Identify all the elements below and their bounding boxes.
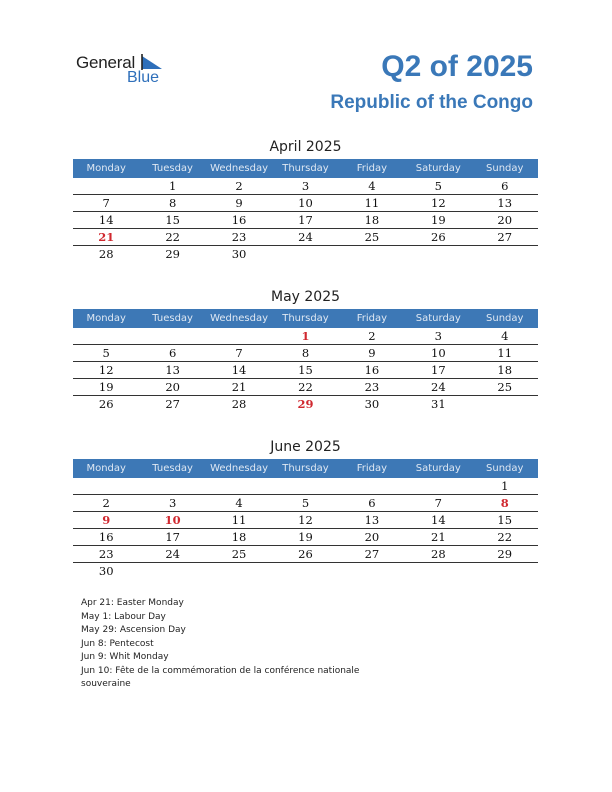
holiday-note: May 29: Ascension Day xyxy=(81,625,186,635)
empty-day-cell xyxy=(339,478,405,494)
holiday-note: Apr 21: Easter Monday xyxy=(81,598,184,608)
week-row xyxy=(73,178,538,195)
day-cell: 24 xyxy=(298,230,313,244)
week-row xyxy=(73,362,538,379)
weekday-header-row xyxy=(73,309,538,328)
holiday-day-cell: 9 xyxy=(102,513,111,527)
day-cell: 2 xyxy=(368,329,376,343)
day-cell: 28 xyxy=(231,397,247,411)
logo-blue-text: Blue xyxy=(127,69,160,86)
day-cell: 26 xyxy=(98,397,114,411)
day-cell: 29 xyxy=(165,247,180,261)
day-cell: 15 xyxy=(165,213,180,227)
month-title: April 2025 xyxy=(269,139,342,155)
holiday-day-cell: 1 xyxy=(301,329,310,343)
day-cell: 31 xyxy=(431,397,446,411)
month-title: June 2025 xyxy=(270,439,341,455)
holiday-day-cell: 10 xyxy=(164,513,181,527)
day-cell: 6 xyxy=(168,346,177,360)
day-cell: 6 xyxy=(501,179,509,193)
page-subtitle: Republic of the Congo xyxy=(330,92,533,113)
day-cell: 20 xyxy=(364,530,380,544)
weekday-label-wednesday: Wednesday xyxy=(210,313,268,324)
day-cell: 30 xyxy=(364,397,380,411)
holiday-note: Jun 10: Fête de la commémoration de la conférence nationale xyxy=(81,665,360,676)
holiday-day-cell: 21 xyxy=(98,230,115,244)
day-cell: 3 xyxy=(168,496,177,510)
empty-day-cell xyxy=(272,478,338,494)
day-cell: 13 xyxy=(165,363,180,377)
week-row xyxy=(73,379,538,396)
holiday-note: May 1: Labour Day xyxy=(81,611,166,622)
day-cell: 4 xyxy=(235,496,243,510)
day-cell: 1 xyxy=(501,479,509,493)
weekday-label-tuesday: Tuesday xyxy=(152,463,193,474)
empty-day-cell xyxy=(405,246,471,262)
weekday-label-wednesday: Wednesday xyxy=(210,463,268,474)
day-cell: 15 xyxy=(298,363,313,377)
day-cell: 26 xyxy=(431,230,446,244)
day-cell: 16 xyxy=(98,530,114,544)
day-cell: 1 xyxy=(168,179,177,193)
day-cell: 18 xyxy=(364,213,380,227)
empty-day-cell xyxy=(206,563,272,579)
day-cell: 20 xyxy=(165,380,180,394)
week-row xyxy=(73,345,538,362)
day-cell: 24 xyxy=(165,547,180,561)
weeks-grid xyxy=(73,328,538,412)
weekday-label-saturday: Saturday xyxy=(415,463,461,474)
day-cell: 17 xyxy=(298,213,313,227)
weekday-label-saturday: Saturday xyxy=(415,313,461,324)
day-cell: 12 xyxy=(298,513,313,527)
day-cell: 25 xyxy=(364,230,380,244)
day-cell: 4 xyxy=(368,179,376,193)
day-cell: 5 xyxy=(102,346,110,360)
day-cell: 27 xyxy=(364,547,380,561)
weekday-label-monday: Monday xyxy=(86,463,126,474)
day-cell: 3 xyxy=(434,329,442,343)
holiday-note: souveraine xyxy=(81,679,131,689)
weekday-label-friday: Friday xyxy=(356,163,388,174)
logo-general-text: General xyxy=(76,53,136,72)
empty-day-cell xyxy=(472,246,538,262)
week-row xyxy=(73,195,538,212)
weekday-label-monday: Monday xyxy=(86,313,126,324)
logo-flag-icon xyxy=(140,54,164,70)
day-cell: 7 xyxy=(235,346,243,360)
weekday-label-saturday: Saturday xyxy=(415,163,461,174)
day-cell: 18 xyxy=(497,363,513,377)
day-cell: 21 xyxy=(231,380,247,394)
week-row xyxy=(73,512,538,529)
weekday-header-row xyxy=(73,459,538,478)
month-calendar-june xyxy=(73,436,538,579)
day-cell: 30 xyxy=(98,564,114,578)
day-cell: 26 xyxy=(298,547,313,561)
day-cell: 8 xyxy=(168,196,177,210)
day-cell: 19 xyxy=(98,380,114,394)
page-title: Q2 of 2025 xyxy=(381,50,533,83)
day-cell: 13 xyxy=(497,196,513,210)
weekday-header-row xyxy=(73,159,538,178)
empty-day-cell xyxy=(139,478,205,494)
day-cell: 17 xyxy=(431,363,446,377)
day-cell: 18 xyxy=(231,530,247,544)
empty-day-cell xyxy=(139,563,205,579)
day-cell: 9 xyxy=(235,196,243,210)
weekday-label-friday: Friday xyxy=(356,313,388,324)
day-cell: 2 xyxy=(102,496,110,510)
day-cell: 14 xyxy=(231,363,247,377)
week-row xyxy=(73,396,538,412)
day-cell: 28 xyxy=(98,247,114,261)
weekday-label-monday: Monday xyxy=(86,163,126,174)
day-cell: 9 xyxy=(368,346,376,360)
day-cell: 22 xyxy=(298,380,313,394)
weekday-label-thursday: Thursday xyxy=(282,313,329,324)
brand-logo xyxy=(76,53,176,89)
day-cell: 4 xyxy=(501,329,509,343)
weekday-label-sunday: Sunday xyxy=(486,163,524,174)
holiday-day-cell: 8 xyxy=(500,496,509,510)
week-row xyxy=(73,529,538,546)
day-cell: 2 xyxy=(235,179,243,193)
day-cell: 22 xyxy=(497,530,513,544)
empty-day-cell xyxy=(272,563,338,579)
day-cell: 28 xyxy=(431,547,446,561)
holiday-notes xyxy=(81,597,381,692)
empty-day-cell xyxy=(139,328,205,344)
holiday-note: Jun 8: Pentecost xyxy=(81,638,154,649)
day-cell: 21 xyxy=(431,530,446,544)
day-cell: 16 xyxy=(364,363,380,377)
empty-day-cell xyxy=(206,328,272,344)
day-cell: 7 xyxy=(434,496,442,510)
day-cell: 24 xyxy=(431,380,446,394)
day-cell: 11 xyxy=(364,196,380,210)
month-title: May 2025 xyxy=(270,289,341,305)
empty-day-cell xyxy=(472,563,538,579)
day-cell: 27 xyxy=(497,230,513,244)
day-cell: 7 xyxy=(102,196,110,210)
day-cell: 11 xyxy=(231,513,247,527)
weekday-label-tuesday: Tuesday xyxy=(152,163,193,174)
week-row xyxy=(73,246,538,262)
weekday-label-tuesday: Tuesday xyxy=(152,313,193,324)
weekday-label-wednesday: Wednesday xyxy=(210,163,268,174)
day-cell: 16 xyxy=(231,213,247,227)
weekday-label-sunday: Sunday xyxy=(486,463,524,474)
day-cell: 14 xyxy=(98,213,114,227)
day-cell: 5 xyxy=(301,496,310,510)
month-calendar-may xyxy=(73,286,538,412)
day-cell: 14 xyxy=(431,513,446,527)
week-row xyxy=(73,495,538,512)
day-cell: 15 xyxy=(497,513,513,527)
day-cell: 20 xyxy=(497,213,513,227)
month-calendar-april xyxy=(73,136,538,262)
empty-day-cell xyxy=(272,246,338,262)
day-cell: 5 xyxy=(434,179,442,193)
day-cell: 11 xyxy=(497,346,513,360)
week-row xyxy=(73,478,538,495)
empty-day-cell xyxy=(73,328,139,344)
week-row xyxy=(73,328,538,345)
empty-day-cell xyxy=(405,478,471,494)
day-cell: 8 xyxy=(301,346,310,360)
week-row xyxy=(73,212,538,229)
day-cell: 19 xyxy=(431,213,446,227)
day-cell: 19 xyxy=(298,530,313,544)
empty-day-cell xyxy=(339,563,405,579)
day-cell: 12 xyxy=(431,196,446,210)
holiday-note: Jun 9: Whit Monday xyxy=(81,652,169,662)
day-cell: 30 xyxy=(231,247,247,261)
empty-day-cell xyxy=(472,396,538,412)
day-cell: 23 xyxy=(231,230,247,244)
week-row xyxy=(73,229,538,246)
weeks-grid xyxy=(73,178,538,262)
day-cell: 6 xyxy=(368,496,376,510)
day-cell: 25 xyxy=(497,380,513,394)
weeks-grid xyxy=(73,478,538,579)
weekday-label-friday: Friday xyxy=(356,463,388,474)
empty-day-cell xyxy=(206,478,272,494)
day-cell: 13 xyxy=(364,513,380,527)
day-cell: 27 xyxy=(165,397,180,411)
day-cell: 3 xyxy=(301,179,310,193)
week-row xyxy=(73,563,538,579)
day-cell: 23 xyxy=(98,547,114,561)
empty-day-cell xyxy=(73,178,139,194)
weekday-label-thursday: Thursday xyxy=(282,163,329,174)
day-cell: 29 xyxy=(497,547,513,561)
day-cell: 25 xyxy=(231,547,247,561)
empty-day-cell xyxy=(405,563,471,579)
day-cell: 23 xyxy=(364,380,380,394)
day-cell: 22 xyxy=(165,230,180,244)
empty-day-cell xyxy=(73,478,139,494)
day-cell: 10 xyxy=(431,346,446,360)
weekday-label-thursday: Thursday xyxy=(282,463,329,474)
weekday-label-sunday: Sunday xyxy=(486,313,524,324)
empty-day-cell xyxy=(339,246,405,262)
holiday-day-cell: 29 xyxy=(297,397,314,411)
day-cell: 17 xyxy=(165,530,180,544)
day-cell: 10 xyxy=(298,196,313,210)
week-row xyxy=(73,546,538,563)
day-cell: 12 xyxy=(98,363,114,377)
